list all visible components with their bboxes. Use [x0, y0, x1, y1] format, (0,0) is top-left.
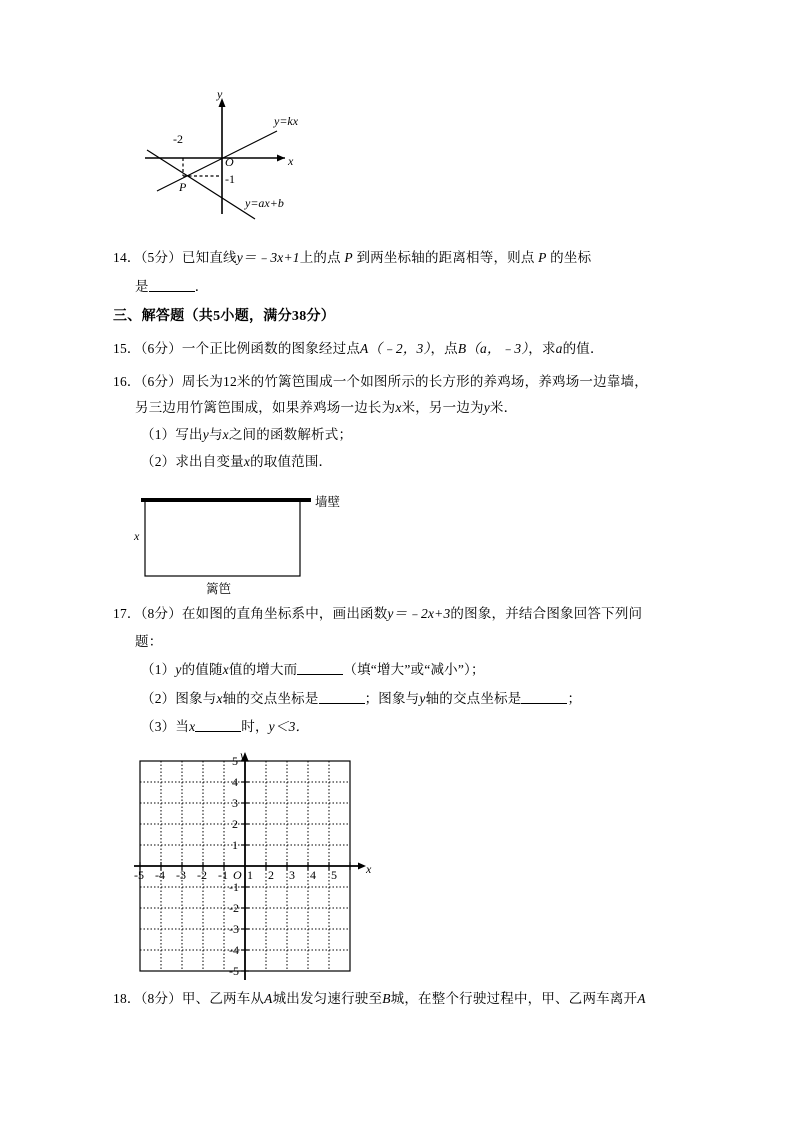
- q17-sub3-c: y＜3．: [268, 719, 310, 734]
- x-value-label: -2: [173, 132, 183, 146]
- section-3-heading: 三、解答题（共5小题，满分38分）: [113, 309, 336, 324]
- y-tick-label: -2: [229, 901, 239, 915]
- chicken-farm-rectangle: [133, 492, 363, 598]
- q15-point-a: A（﹣2，3）: [360, 341, 431, 356]
- q17-sub3-a: （3）当: [141, 719, 190, 734]
- q16-var-y: y: [483, 400, 490, 415]
- question-14-line-2: [135, 278, 208, 295]
- y-tick-label: -5: [229, 964, 239, 978]
- origin-label: O: [233, 868, 242, 882]
- q15-point-b: B（a，﹣3）: [457, 341, 529, 356]
- y-tick-label: -1: [229, 880, 239, 894]
- question-15: [113, 340, 604, 357]
- line-kx-label: y=kx: [274, 114, 299, 128]
- question-14-line-1: [113, 249, 591, 266]
- answer-blank[interactable]: [149, 279, 195, 292]
- q15-text-c: ，求: [528, 341, 556, 356]
- y-tick-label: -4: [229, 943, 239, 957]
- q14-text-c: 到两坐标轴的距离相等，则点: [356, 250, 535, 265]
- two-lines-coordinate-graph: [125, 88, 335, 228]
- q14-line2-b: ．: [194, 279, 209, 294]
- question-16-line-2: [135, 399, 517, 416]
- answer-blank[interactable]: [297, 662, 343, 675]
- q18-text-c: 城，在整个行驶过程中，甲、乙两车离开: [390, 991, 638, 1006]
- x-tick-label: -4: [155, 868, 165, 882]
- y-tick-label: 4: [232, 775, 238, 789]
- q18-text-b: 城出发匀速行驶至: [272, 991, 383, 1006]
- y-axis-label: y: [217, 87, 223, 101]
- q15-text-b: ，点: [430, 341, 458, 356]
- q18-text-a: 甲、乙两车从: [181, 991, 265, 1006]
- q18-score: （8分）: [140, 991, 182, 1006]
- question-16-sub-1: [141, 426, 352, 443]
- answer-blank[interactable]: [521, 691, 567, 704]
- q14-var-p2: P: [538, 250, 547, 265]
- line-axb-label: y=ax+b: [245, 196, 284, 210]
- q17-sub1-c: 值的增大而: [228, 662, 298, 677]
- q16-sub1-b: 与: [208, 427, 223, 442]
- q17-sub1-b: 的值随: [181, 662, 223, 677]
- q16-line2-b: 米，另一边为: [401, 400, 484, 415]
- cartesian-grid: [130, 748, 380, 982]
- q16-sub2-x: x: [243, 454, 251, 469]
- q17-sub1-y: y: [175, 662, 182, 677]
- q16-var-x: x: [395, 400, 402, 415]
- q14-number: 14．: [113, 250, 141, 265]
- q17-formula: y＝﹣2x+3: [387, 606, 451, 621]
- x-tick-label: -5: [134, 868, 144, 882]
- q14-var-p: P: [344, 250, 353, 265]
- origin-label: O: [225, 155, 234, 169]
- x-tick-label: 5: [331, 868, 337, 882]
- question-17-line-2: [135, 633, 162, 650]
- q17-sub1-a: （1）: [141, 662, 176, 677]
- q14-text-a: 已知直线: [181, 250, 237, 265]
- q17-text-b: 的图象，并结合图象回答下列问: [450, 606, 643, 621]
- y-axis-label: y: [240, 748, 246, 762]
- question-16-sub-2: [141, 453, 332, 470]
- y-tick-label: 3: [232, 796, 238, 810]
- q15-text-d: 的值．: [562, 341, 604, 356]
- q14-formula: y＝﹣3x+1: [236, 250, 300, 265]
- q18-var-b: B: [382, 991, 391, 1006]
- q16-sub2-b: 的取值范围．: [250, 454, 333, 469]
- q17-sub1-d: （填“增大”或“减小”）；: [343, 662, 485, 677]
- q18-var-a: A: [264, 991, 273, 1006]
- x-tick-label: -3: [176, 868, 186, 882]
- q16-sub1-a: （1）写出: [141, 427, 203, 442]
- question-17-line-1: [113, 605, 642, 622]
- q14-text-d: 的坐标: [550, 250, 592, 265]
- x-tick-label: 2: [268, 868, 274, 882]
- y-tick-label: -3: [229, 922, 239, 936]
- q17-sub2-y: y: [419, 691, 426, 706]
- x-axis-label: x: [366, 862, 372, 876]
- fence-label: 篱笆: [206, 582, 232, 596]
- q17-sub1-x: x: [222, 662, 229, 677]
- q17-sub2-b: 轴的交点坐标是: [222, 691, 319, 706]
- x-tick-label: 3: [289, 868, 295, 882]
- question-17-sub-2: [141, 690, 581, 707]
- q16-sub1-x: x: [222, 427, 229, 442]
- x-tick-label: 1: [247, 868, 253, 882]
- q17-score: （8分）: [140, 606, 182, 621]
- answer-blank[interactable]: [195, 719, 241, 732]
- wall-label: 墙壁: [315, 495, 341, 509]
- q16-line2-a: 另三边用竹篱笆围成，如果养鸡场一边长为: [135, 400, 396, 415]
- q15-number: 15．: [113, 341, 141, 356]
- q17-sub2-c: ；图象与: [364, 691, 420, 706]
- q17-sub3-b: 时，: [241, 719, 269, 734]
- q16-text-line1: 周长为12米的竹篱笆围成一个如图所示的长方形的养鸡场，养鸡场一边靠墙，: [181, 374, 648, 389]
- q16-sub1-y: y: [202, 427, 209, 442]
- question-18: [113, 990, 646, 1007]
- q15-text-a: 一个正比例函数的图象经过点: [181, 341, 361, 356]
- x-tick-label: -1: [218, 868, 228, 882]
- q16-score: （6分）: [140, 374, 182, 389]
- q16-line2-c: 米．: [489, 400, 518, 415]
- q15-var-a: a: [555, 341, 563, 356]
- q15-score: （6分）: [140, 341, 182, 356]
- grid-svg: [130, 752, 380, 982]
- question-17-sub-1: [141, 661, 485, 678]
- q17-line2: 题：: [135, 634, 163, 649]
- x-axis-label: x: [288, 154, 294, 168]
- q17-sub2-d: 轴的交点坐标是: [425, 691, 522, 706]
- q16-sub1-c: 之间的函数解析式；: [228, 427, 353, 442]
- q17-sub3-x: x: [189, 719, 196, 734]
- x-tick-label: -2: [197, 868, 207, 882]
- q14-score: （5分）: [140, 250, 182, 265]
- y-value-label: -1: [225, 172, 235, 186]
- y-tick-label: 1: [232, 838, 238, 852]
- answer-blank[interactable]: [319, 691, 365, 704]
- q17-text-a: 在如图的直角坐标系中，画出函数: [181, 606, 388, 621]
- q16-sub2-a: （2）求出自变量: [141, 454, 244, 469]
- q18-var-c: A: [637, 991, 646, 1006]
- question-16-line-1: [113, 373, 648, 390]
- side-x-label: x: [134, 529, 140, 543]
- q16-number: 16．: [113, 374, 141, 389]
- q14-line2-a: 是: [135, 279, 149, 294]
- y-tick-label: 5: [232, 754, 238, 768]
- x-tick-label: 4: [310, 868, 316, 882]
- q17-sub2-x: x: [216, 691, 223, 706]
- q18-number: 18．: [113, 991, 141, 1006]
- q17-sub2-a: （2）图象与: [141, 691, 217, 706]
- q14-text-b: 上的点: [299, 250, 341, 265]
- q17-number: 17．: [113, 606, 141, 621]
- point-p-label: P: [179, 180, 187, 194]
- q17-sub2-e: ；: [567, 691, 582, 706]
- y-tick-label: 2: [232, 817, 238, 831]
- question-17-sub-3: [141, 718, 309, 735]
